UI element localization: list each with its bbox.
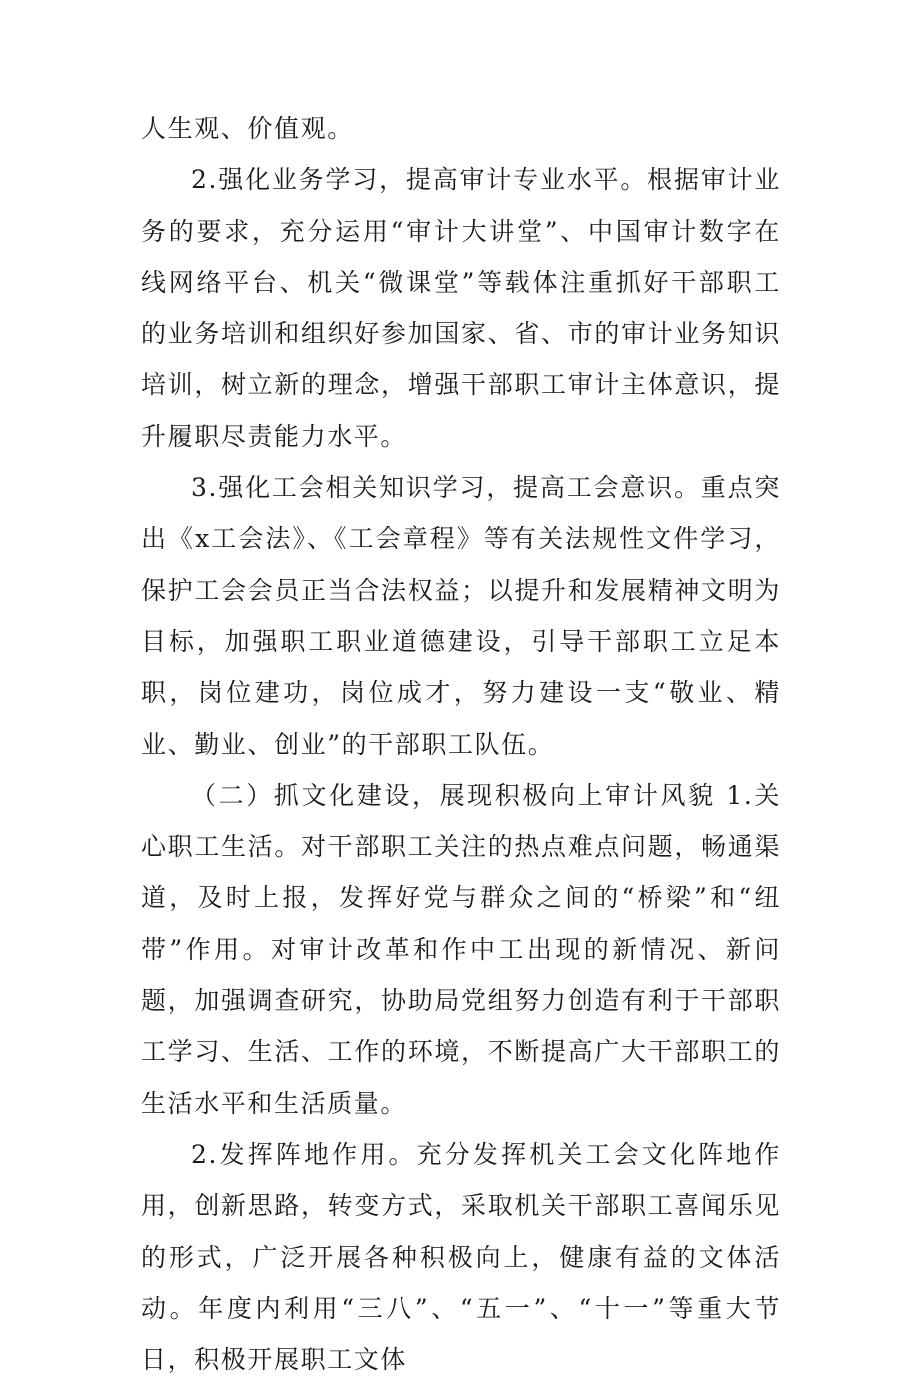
paragraph-continuation: 人生观、价值观。 (141, 114, 354, 143)
paragraph-culture-building: （二）抓文化建设，展现积极向上审计风貌 1.关心职工生活。对干部职工关注的热点难点问题，畅通渠道，及时上报，发挥好党与群众之间的“桥梁”和“纽带”作用。对审计改革和作中工出现的新情况、新问题，加强调查研究，协助局党组努力创造有利于干部职工学习、生活、工作的环境，不断提高广大干部职工的生活水平和生活质量。 (141, 780, 781, 1118)
paragraph-position-role: 2.发挥阵地作用。充分发挥机关工会文化阵地作用，创新思路，转变方式，采取机关干部职工喜闻乐见的形式，广泛开展各种积极向上，健康有益的文体活动。年度内利用“三八”、“五一”、“十一”等重大节日，积极开展职工文体 (141, 1139, 781, 1375)
document-body (141, 103, 781, 1385)
paragraph-union-knowledge: 3.强化工会相关知识学习，提高工会意识。重点突出《x工会法》、《工会章程》等有关法规性文件学习，保护工会会员正当合法权益；以提升和发展精神文明为目标，加强职工职业道德建设，引导干部职工立足本职，岗位建功，岗位成才，努力建设一支“敬业、精业、勤业、创业”的干部职工队伍。 (141, 473, 781, 759)
paragraph-business-study: 2.强化业务学习，提高审计专业水平。根据审计业务的要求，充分运用“审计大讲堂”、中国审计数字在线网络平台、机关“微课堂”等载体注重抓好干部职工的业务培训和组织好参加国家、省、市的审计业务知识培训，树立新的理念，增强干部职工审计主体意识，提升履职尽责能力水平。 (141, 165, 781, 451)
